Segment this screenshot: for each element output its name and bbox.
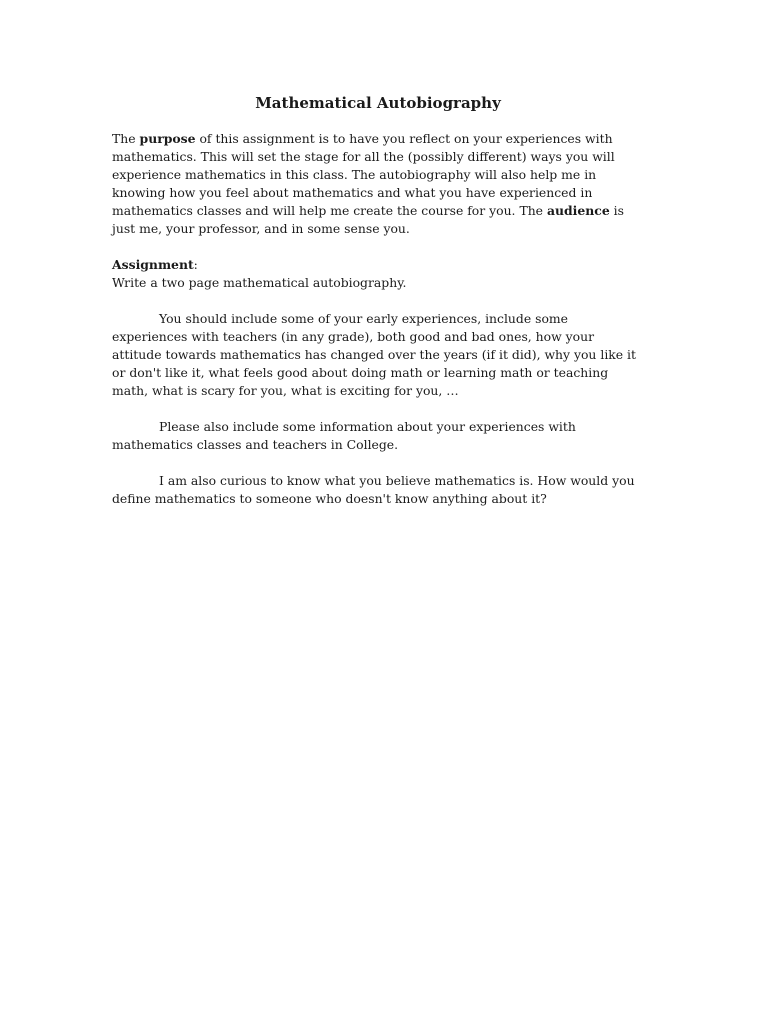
intro-text-3: is just me, your professor, and in some sense you. [112, 203, 624, 236]
spacer [112, 238, 644, 256]
spacer [112, 400, 644, 418]
intro-text-2: of this assignment is to have you reflect on your experiences with mathematics. This will set the stage for all the (possibly different) ways you will experience mathematics in this class. The autobiography will also help me in knowing how you feel about mathematics and what you have experienced in mathematics classes and will help me create the course for you. The [112, 131, 615, 218]
intro-text-1: The [112, 131, 140, 146]
document-content [112, 93, 644, 508]
definition-paragraph: I am also curious to know what you believe mathematics is. How would you define mathematics to someone who doesn't know anything about it? [112, 473, 635, 506]
intro-paragraph [112, 130, 644, 238]
purpose-keyword: purpose [139, 131, 196, 146]
assignment-heading [112, 256, 644, 274]
assignment-instruction: Write a two page mathematical autobiography. [112, 275, 407, 290]
spacer [112, 292, 644, 310]
document-title: Mathematical Autobiography [255, 94, 501, 112]
spacer [112, 454, 644, 472]
college-paragraph: Please also include some information about your experiences with mathematics classes and teachers in College. [112, 419, 576, 452]
audience-keyword: audience [546, 203, 610, 218]
experiences-paragraph: You should include some of your early experiences, include some experiences with teachers (in any grade), both good and bad ones, how your attitude towards mathematics has changed over the years (if it did), why you like it or don't like it, what feels good about doing math or learning math or teaching math, what is scary for you, what is exciting for you, … [112, 311, 637, 398]
assignment-colon: : [193, 257, 198, 272]
assignment-label: Assignment [112, 257, 194, 272]
